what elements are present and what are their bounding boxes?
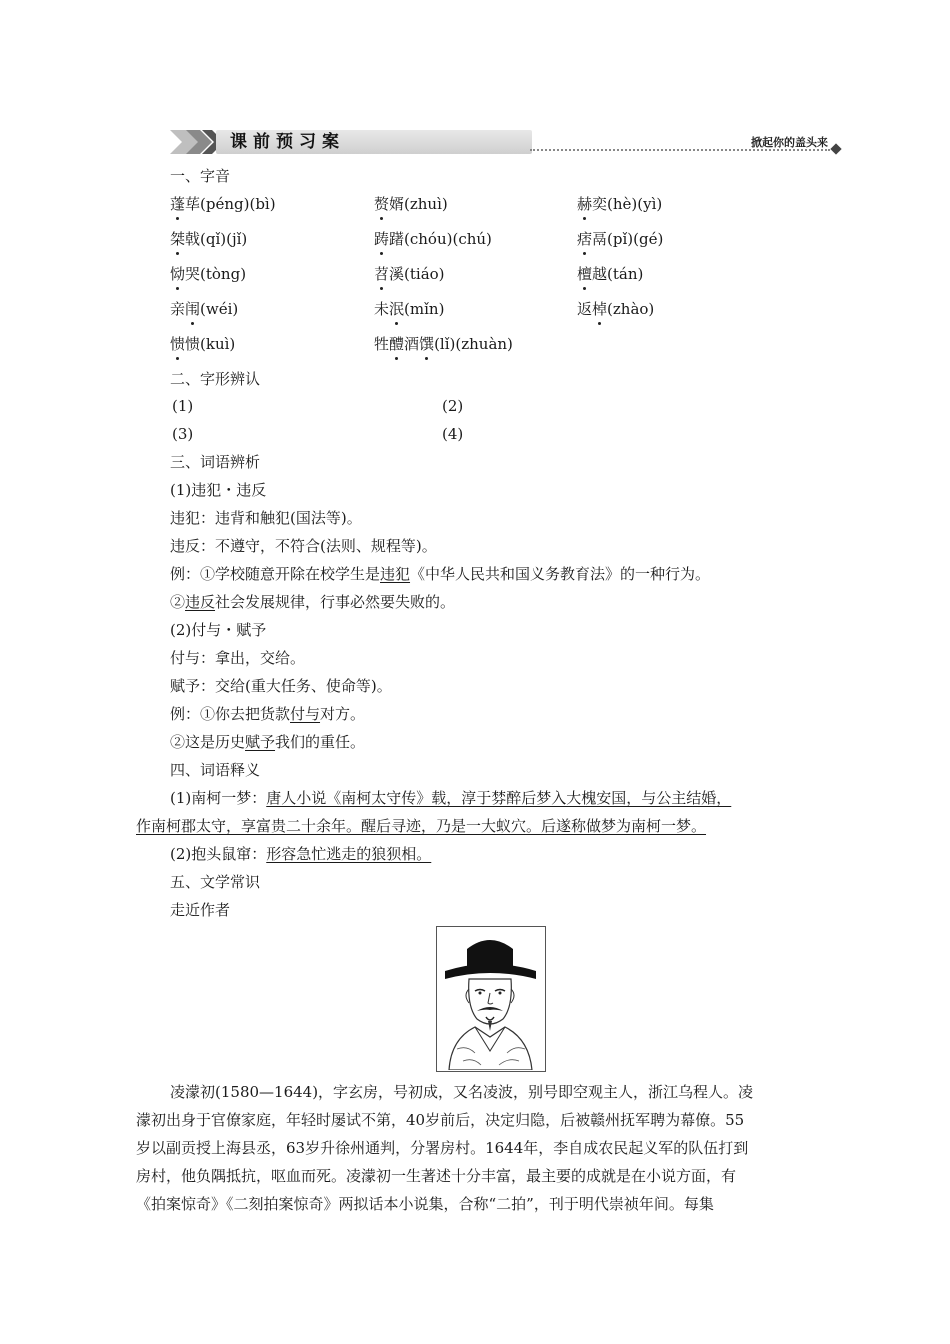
banner-title: 课前预习案 bbox=[216, 130, 532, 154]
author-bio-line: 濛初出身于官僚家庭，年轻时屡试不第，40岁前后，决定归隐，后被赣州抚军聘为幕僚。55 bbox=[136, 1111, 745, 1129]
zi-yin-item: 返棹(zhào) bbox=[577, 300, 655, 318]
zi-yin-item: 恸哭(tòng) bbox=[170, 265, 247, 283]
zi-xing-slot: (3) bbox=[172, 425, 194, 443]
section-heading-1: 一、字音 bbox=[170, 167, 231, 185]
zi-xing-slot: (4) bbox=[442, 425, 464, 443]
banner-subtitle: 掀起你的盖头来 bbox=[751, 136, 828, 149]
idiom-definition: (1)南柯一梦：唐人小说《南柯太守传》载，淳于棼醉后梦入大槐安国，与公主结婚， bbox=[170, 789, 732, 807]
zi-yin-item: 未泯(mǐn) bbox=[374, 300, 445, 318]
definition-line: 违反：不遵守，不符合(法则、规程等)。 bbox=[170, 537, 437, 555]
zi-yin-item: 檀越(tán) bbox=[577, 265, 644, 283]
zi-yin-item: 踌躇(chóu)(chú) bbox=[374, 230, 492, 248]
definition-line: 赋予：交给(重大任务、使命等)。 bbox=[170, 677, 392, 695]
zi-yin-item: 牲醴酒馔(lǐ)(zhuàn) bbox=[374, 335, 513, 353]
subsection-title: 走近作者 bbox=[170, 901, 231, 919]
example-line: ②这是历史赋予我们的重任。 bbox=[170, 733, 366, 751]
section-heading-3: 三、词语辨析 bbox=[170, 453, 261, 471]
section-heading-5: 五、文学常识 bbox=[170, 873, 261, 891]
author-portrait bbox=[436, 926, 546, 1072]
example-line: 例：①学校随意开除在校学生是违犯《中华人民共和国义务教育法》的一种行为。 bbox=[170, 565, 711, 583]
example-line: ②违反社会发展规律，行事必然要失败的。 bbox=[170, 593, 456, 611]
example-line: 例：①你去把货款付与对方。 bbox=[170, 705, 366, 723]
idiom-definition: (2)抱头鼠窜：形容急忙逃走的狼狈相。 bbox=[170, 845, 432, 863]
author-bio-line: 《拍案惊奇》《二刻拍案惊奇》两拟话本小说集，合称“二拍”，刊于明代崇祯年间。每集 bbox=[136, 1195, 714, 1213]
zi-yin-item: 桀戟(qǐ)(jǐ) bbox=[170, 230, 248, 248]
zi-xing-slot: (1) bbox=[172, 397, 194, 415]
zi-xing-slot: (2) bbox=[442, 397, 464, 415]
definition-line: 付与：拿出，交给。 bbox=[170, 649, 306, 667]
section-banner bbox=[170, 128, 840, 156]
definition-line: 违犯：违背和触犯(国法等)。 bbox=[170, 509, 362, 527]
section-heading-4: 四、词语释义 bbox=[170, 761, 261, 779]
author-bio-line: 凌濛初(1580—1644)，字玄房，号初成，又名凌波，别号即空观主人，浙江乌程人。凌 bbox=[170, 1083, 754, 1101]
idiom-definition-cont: 作南柯郡太守，享富贵二十余年。醒后寻迹，乃是一大蚁穴。后遂称做梦为南柯一梦。 bbox=[136, 817, 707, 835]
word-pair-title: (1)违犯・违反 bbox=[170, 481, 267, 499]
zi-yin-item: 赘婿(zhuì) bbox=[374, 195, 448, 213]
portrait-drawing bbox=[437, 927, 544, 1070]
author-bio-line: 房村，他负隅抵抗，呕血而死。凌濛初一生著述十分丰富，最主要的成就是在小说方面，有 bbox=[136, 1167, 737, 1185]
zi-yin-item: 痞鬲(pǐ)(gé) bbox=[577, 230, 664, 248]
author-bio-line: 岁以副贡授上海县丞，63岁升徐州通判，分署房村。1644年，李自成农民起义军的队伍打到 bbox=[136, 1139, 749, 1157]
zi-yin-item: 亲闱(wéi) bbox=[170, 300, 239, 318]
diamond-icon bbox=[830, 143, 841, 154]
word-pair-title: (2)付与・赋予 bbox=[170, 621, 267, 639]
zi-yin-item: 愦愦(kuì) bbox=[170, 335, 236, 353]
section-heading-2: 二、字形辨认 bbox=[170, 370, 261, 388]
zi-yin-item: 苕溪(tiáo) bbox=[374, 265, 445, 283]
zi-yin-item: 赫奕(hè)(yì) bbox=[577, 195, 663, 213]
zi-yin-item: 蓬荜(péng)(bì) bbox=[170, 195, 276, 213]
